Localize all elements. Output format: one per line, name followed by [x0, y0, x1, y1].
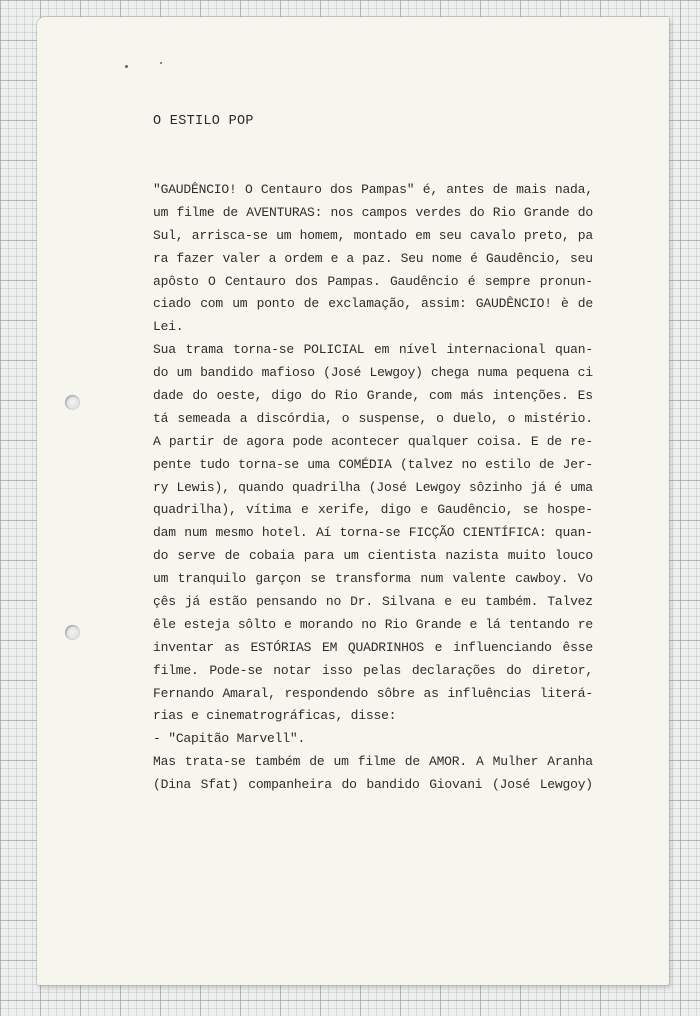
text-line: do serve de cobaia para um cientista nazista muito louco — [153, 548, 593, 564]
text-line: çês já estão pensando no Dr. Silvana e eu também. Talvez — [153, 594, 593, 610]
text-line: pente tudo torna-se uma COMÉDIA (talvez no estilo de Jer- — [153, 456, 593, 472]
text-line: Fernando Amaral, respondendo sôbre as influências literá- — [153, 685, 593, 701]
text-line: - "Capitão Marvell". — [153, 731, 306, 747]
text-line: dade do oeste, digo do Rio Grande, com más intenções. Es — [153, 388, 593, 404]
text-line: ra fazer valer a ordem e a paz. Seu nome é Gaudêncio, seu — [153, 250, 593, 266]
text-line: ciado com um ponto de exclamação, assim: GAUDÊNCIO! è de — [153, 296, 593, 312]
text-line: dam num mesmo hotel. Aí torna-se FICÇÃO CIENTÍFICA: quan- — [153, 525, 593, 541]
text-line: Sul, arrisca-se um homem, montado em seu cavalo preto, pa — [153, 227, 593, 243]
paper-speck — [160, 62, 162, 64]
document-body — [153, 179, 593, 797]
text-line: apôsto O Centauro dos Pampas. Gaudêncio é sempre pronun- — [153, 273, 593, 289]
punch-hole — [65, 625, 80, 640]
punch-hole — [65, 395, 80, 410]
text-line: Mas trata-se também de um filme de AMOR. A Mulher Aranha — [153, 754, 593, 770]
paper-speck — [125, 65, 128, 68]
text-line: (Dina Sfat) companheira do bandido Giovani (José Lewgoy) — [153, 777, 593, 793]
text-line: "GAUDÊNCIO! O Centauro dos Pampas" é, antes de mais nada, — [153, 182, 593, 197]
text-line: quadrilha), vítima e xerife, digo e Gaudêncio, se hospe- — [153, 502, 593, 518]
text-line: Sua trama torna-se POLICIAL em nível internacional quan- — [153, 342, 593, 358]
text-line: um tranquilo garçon se transforma num valente cawboy. Vo — [153, 571, 593, 587]
text-line: ry Lewis), quando quadrilha (José Lewgoy sôzinho já é uma — [153, 479, 593, 495]
text-line: filme. Pode-se notar isso pelas declarações do diretor, — [153, 662, 593, 678]
document-title: O ESTILO POP — [153, 114, 254, 129]
text-line: inventar as ESTÓRIAS EM QUADRINHOS e influenciando êsse — [153, 639, 593, 655]
text-line: um filme de AVENTURAS: nos campos verdes do Rio Grande do — [153, 204, 593, 220]
text-line: A partir de agora pode acontecer qualquer coisa. E de re- — [153, 433, 593, 449]
text-line: rias e cinematrográficas, disse: — [153, 708, 397, 724]
text-line: Lei. — [153, 319, 184, 335]
text-line: do um bandido mafioso (José Lewgoy) chega numa pequena ci — [153, 365, 593, 381]
text-line: tá semeada a discórdia, o suspense, o duelo, o mistério. — [153, 410, 593, 426]
text-line: êle esteja sôlto e morando no Rio Grande e lá tentando re — [153, 616, 593, 632]
